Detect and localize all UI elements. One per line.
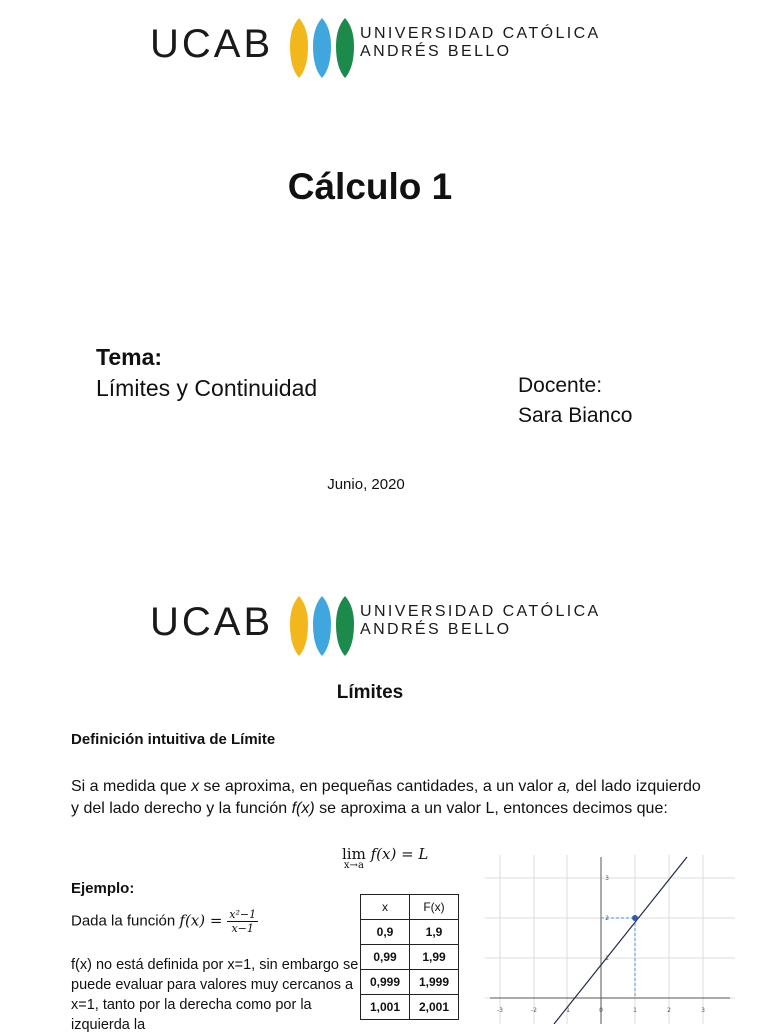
example-intro-text: Dada la función — [71, 912, 180, 930]
x-tick-label: 2 — [667, 1007, 671, 1014]
cover-title: Cálculo 1 — [287, 166, 453, 207]
example-intro — [71, 908, 258, 935]
table-cell: 1,001 — [361, 995, 410, 1020]
hole-point — [632, 915, 638, 921]
limit-formula — [342, 845, 428, 871]
limit-expression: f(x) = L — [370, 845, 429, 863]
example-function: f(x) = — [179, 911, 228, 930]
logo-line1: UNIVERSIDAD CATÓLICA — [360, 603, 601, 620]
table-row — [361, 920, 459, 945]
x-tick-label: 0 — [599, 1007, 603, 1014]
logo-line2: ANDRÉS BELLO — [360, 621, 512, 638]
values-table — [360, 894, 459, 1020]
table-header: x — [361, 895, 410, 920]
table-row — [361, 945, 459, 970]
def-part: Si a medida que — [71, 778, 192, 795]
def-part: del lado izquierdo y del lado derecho y la función — [71, 778, 701, 817]
def-part: se aproxima a un valor L, entonces decimos que: — [314, 800, 668, 817]
docente-value: Sara Bianco — [518, 404, 633, 427]
def-part: se aproxima, en pequeñas cantidades, a un valor — [199, 778, 558, 795]
table-header: F(x) — [410, 895, 459, 920]
table-cell: 0,99 — [361, 945, 410, 970]
example-title: Ejemplo: — [71, 880, 135, 897]
cover-date: Junio, 2020 — [327, 476, 405, 493]
section-title: Límites — [336, 682, 404, 703]
example-body: f(x) no está definida por x=1, sin embargo se puede evaluar para valores muy cercanos a x=1, tanto por la derecha como por la izquierda la — [71, 957, 359, 1033]
ucab-logo — [150, 16, 620, 80]
def-fx: f(x) — [291, 800, 315, 817]
tema-label: Tema: — [96, 344, 163, 370]
logo-line1: UNIVERSIDAD CATÓLICA — [360, 25, 601, 42]
table-cell: 0,9 — [361, 920, 410, 945]
x-tick-labels — [497, 1007, 705, 1014]
definition-title: Definición intuitiva de Límite — [71, 731, 276, 748]
function-line — [554, 857, 687, 1024]
y-tick-labels — [605, 875, 609, 962]
y-tick-label: 1 — [605, 955, 609, 962]
x-tick-label: 3 — [701, 1007, 705, 1014]
table-row — [361, 970, 459, 995]
logo-brand: UCAB — [150, 22, 274, 66]
logo-drops-icon — [288, 16, 358, 80]
example-fraction — [227, 908, 258, 935]
graph-grid — [485, 855, 735, 1024]
table-cell: 1,99 — [410, 945, 459, 970]
x-tick-label: 1 — [633, 1007, 637, 1014]
logo-brand: UCAB — [150, 600, 274, 644]
fraction-numerator: x²−1 — [229, 908, 257, 921]
table-cell: 1,999 — [410, 970, 459, 995]
logo-drops-icon — [288, 594, 358, 658]
def-var-a: a, — [557, 778, 571, 795]
logo-university-name — [360, 603, 601, 639]
lim-text: lim — [342, 845, 366, 863]
function-graph — [485, 855, 735, 1024]
fraction-denominator: x−1 — [231, 922, 254, 935]
table-cell: 1,9 — [410, 920, 459, 945]
table-row — [361, 995, 459, 1020]
logo-line2: ANDRÉS BELLO — [360, 43, 512, 60]
table-cell: 2,001 — [410, 995, 459, 1020]
logo-university-name — [360, 25, 601, 61]
lim-subscript: x→a — [343, 860, 364, 871]
ucab-logo-2 — [150, 594, 620, 658]
y-tick-label: 3 — [605, 875, 609, 882]
limit-operator — [342, 845, 366, 871]
tema-value: Límites y Continuidad — [96, 375, 318, 401]
docente-label: Docente: — [518, 374, 603, 397]
definition-text — [71, 776, 711, 820]
x-tick-label: -3 — [497, 1007, 503, 1014]
y-tick-label: 2 — [605, 915, 609, 922]
def-var-x: x — [191, 778, 200, 795]
x-tick-label: -1 — [564, 1007, 570, 1014]
table-cell: 0,999 — [361, 970, 410, 995]
x-tick-label: -2 — [531, 1007, 537, 1014]
table-header-row — [361, 895, 459, 920]
